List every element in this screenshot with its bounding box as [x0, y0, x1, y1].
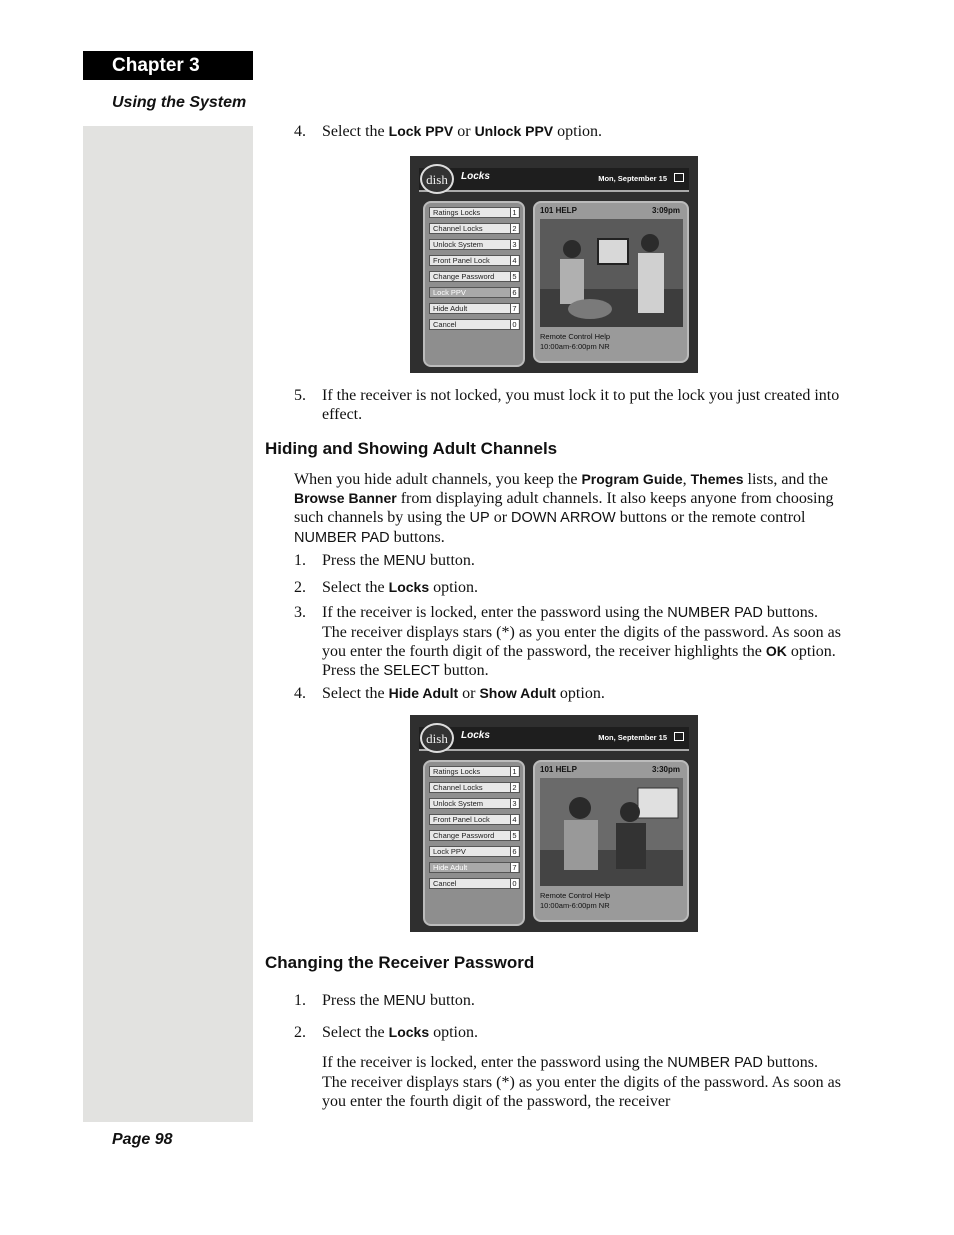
- sidebar-margin: [83, 126, 253, 1122]
- program-name: Remote Control Help: [540, 891, 611, 900]
- step-4-lock-ppv: [294, 122, 844, 141]
- time-label: 3:30pm: [651, 765, 680, 774]
- hiding-step-4: 4. Select the Hide Adult or Show Adult option.: [294, 685, 605, 702]
- program-schedule: 10:00am-6:00pm NR: [540, 342, 610, 351]
- preview-panel: [533, 201, 689, 363]
- video-frame-image: [540, 778, 683, 886]
- screen-title: Locks: [461, 171, 490, 182]
- screen-title: Locks: [461, 730, 490, 741]
- step-number: 4.: [294, 123, 306, 140]
- section-title: Using the System: [112, 94, 247, 111]
- channel-label: 101 HELP: [540, 765, 577, 774]
- menu-item-unlock-system[interactable]: Unlock System 3: [429, 239, 520, 250]
- video-preview: [540, 778, 683, 886]
- password-step-1: 1. Press the MENU button.: [294, 992, 475, 1009]
- menu-item-change-password[interactable]: Change Password 5: [429, 830, 520, 841]
- dish-logo: dish: [420, 723, 454, 753]
- menu-item-front-panel-lock[interactable]: Front Panel Lock 4: [429, 814, 520, 825]
- hiding-step-1: 1. Press the MENU button.: [294, 552, 475, 569]
- tv-icon: [674, 173, 684, 182]
- heading-hiding-adult-channels: Hiding and Showing Adult Channels: [265, 439, 558, 458]
- step-5-lock-receiver: [294, 386, 844, 424]
- menu-item-hide-adult[interactable]: Hide Adult 7: [429, 862, 520, 873]
- hiding-step-2: 2. Select the Locks option.: [294, 579, 478, 596]
- screen-header: [419, 727, 689, 751]
- video-preview: [540, 219, 683, 327]
- menu-item-channel-locks[interactable]: Channel Locks 2: [429, 223, 520, 234]
- tv-icon: [674, 732, 684, 741]
- option-unlock-ppv: Unlock PPV: [474, 123, 554, 139]
- menu-item-ratings-locks[interactable]: Ratings Locks 1: [429, 766, 520, 777]
- option-lock-ppv: Lock PPV: [388, 123, 454, 139]
- menu-item-cancel[interactable]: Cancel 0: [429, 878, 520, 889]
- preview-panel: [533, 760, 689, 922]
- heading-changing-password: Changing the Receiver Password: [265, 953, 535, 972]
- screen-date: Mon, September 15: [598, 733, 667, 742]
- password-continuation-paragraph: If the receiver is locked, enter the password using the NUMBER PAD buttons. The receiver displays stars (*) as you enter the digits of the password. As soon as you enter the fourth digit of the password, the receiver: [322, 1054, 841, 1110]
- locks-menu: [423, 760, 525, 926]
- locks-screenshot-lock-ppv: [410, 156, 698, 373]
- program-schedule: 10:00am-6:00pm NR: [540, 901, 610, 910]
- step-text: If the receiver is not locked, you must lock it to put the lock you just created into effect.: [322, 387, 840, 423]
- time-label: 3:09pm: [651, 206, 680, 215]
- dish-logo: dish: [420, 164, 454, 194]
- page-number: Page 98: [112, 1131, 173, 1148]
- video-frame-image: [540, 219, 683, 327]
- hiding-intro-paragraph: When you hide adult channels, you keep the Program Guide, Themes lists, and the Browse Banner from displaying adult channels. It also keeps anyone from choosing such channels by using the UP or DOWN ARROW buttons or the remote control NUMBER PAD buttons.: [294, 471, 834, 546]
- locks-menu: [423, 201, 525, 367]
- menu-item-unlock-system[interactable]: Unlock System 3: [429, 798, 520, 809]
- menu-item-cancel[interactable]: Cancel 0: [429, 319, 520, 330]
- chapter-tab: Chapter 3: [83, 51, 253, 80]
- program-name: Remote Control Help: [540, 332, 611, 341]
- step-text: Select the: [322, 123, 389, 140]
- menu-item-lock-ppv[interactable]: Lock PPV 6: [429, 287, 520, 298]
- channel-label: 101 HELP: [540, 206, 577, 215]
- menu-item-change-password[interactable]: Change Password 5: [429, 271, 520, 282]
- menu-item-hide-adult[interactable]: Hide Adult 7: [429, 303, 520, 314]
- password-step-2: 2. Select the Locks option.: [294, 1024, 478, 1041]
- locks-screenshot-hide-adult: [410, 715, 698, 932]
- screen-date: Mon, September 15: [598, 174, 667, 183]
- menu-item-channel-locks[interactable]: Channel Locks 2: [429, 782, 520, 793]
- step-number: 5.: [294, 387, 306, 404]
- hiding-step-3: 3. If the receiver is locked, enter the password using the NUMBER PAD buttons. The receiver displays stars (*) as you enter the digits of the password. As soon as you enter the fourth digit of the password, the receiver highlights the OK option. Press the SELECT button.: [294, 604, 841, 679]
- screen-header: [419, 168, 689, 192]
- step-text: option.: [553, 123, 603, 140]
- step-text: or: [453, 123, 475, 140]
- menu-item-ratings-locks[interactable]: Ratings Locks 1: [429, 207, 520, 218]
- menu-item-front-panel-lock[interactable]: Front Panel Lock 4: [429, 255, 520, 266]
- menu-item-lock-ppv[interactable]: Lock PPV 6: [429, 846, 520, 857]
